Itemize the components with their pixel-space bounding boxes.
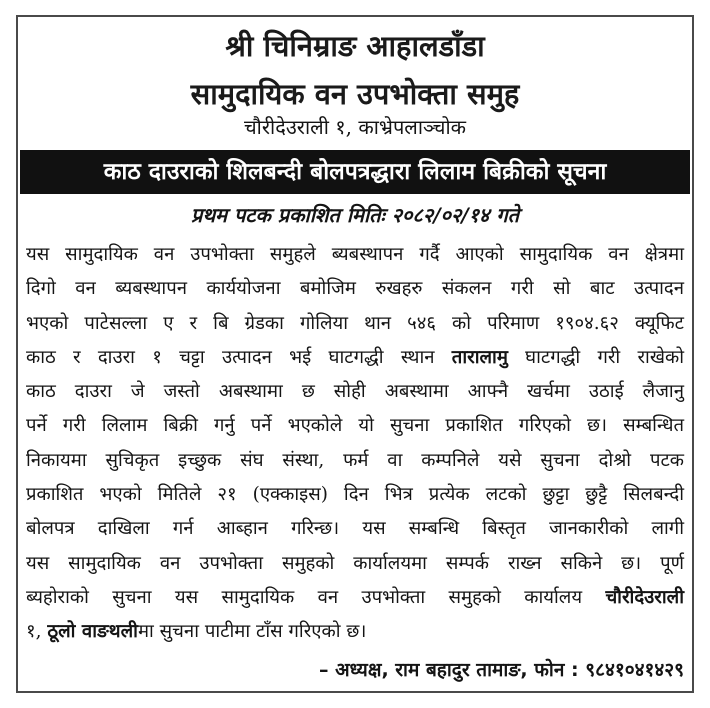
notice-title-banner <box>20 150 690 194</box>
body-text-segment: दिगो वन ब्यबस्थापन कार्ययोजना बमोजिम रुखहरु संकलन गरी सो बाट उत्पादन <box>26 278 684 300</box>
body-text-segment: भएको पाटेसल्ला ए र बि ग्रेडका गोलिया थान ५४६ को परिमाण १९०४.६२ क्यूफिट <box>26 312 684 334</box>
chairperson-signature: – अध्यक्ष, राम बहादुर तामाङ, फोन : ९८४१०४१४२९ <box>319 659 684 681</box>
body-text-segment: १, <box>26 621 48 643</box>
body-line-7 <box>26 444 684 478</box>
body-line-10 <box>26 547 684 581</box>
body-text-segment: काठ दाउरा जे जस्तो अबस्थामा छ सोही अबस्थामा आफ्नै खर्चमा उठाई लैजानु <box>26 381 684 403</box>
body-text-segment: घाटगद्धी गरी राखेको <box>507 346 684 368</box>
org-name-line1: श्री चिनिम्राङ आहालडाँडा <box>225 29 485 63</box>
body-text-segment: यस सामुदायिक वन उपभोक्ता समुहले ब्यबस्थापन गर्दै आएको सामुदायिक वन क्षेत्रमा <box>26 244 684 265</box>
publication-date: २०८२/०२/१४ गते <box>391 203 520 227</box>
notice-board-location-bold: ठूलो वाङथली <box>47 621 138 643</box>
body-line-3 <box>26 307 684 341</box>
publication-date-line <box>20 200 690 230</box>
body-line-5 <box>26 375 684 409</box>
body-text-segment: काठ र दाउरा १ चट्टा उत्पादन भई घाटगद्धी स्थान <box>26 346 452 368</box>
org-address: चौरीदेउराली १, काभ्रेपलाञ्चोक <box>243 115 467 139</box>
body-text-segment: यस सामुदायिक वन उपभोक्ता समुहको कार्यालयमा सम्पर्क राख्न सकिने छ। पूर्ण <box>26 552 684 574</box>
body-line-2 <box>26 272 684 306</box>
location-name-bold: तारालामु <box>451 346 508 368</box>
body-line-4 <box>26 341 684 375</box>
body-line-1 <box>26 238 684 272</box>
notice-body <box>26 238 684 650</box>
body-text-segment: ब्यहोराको सुचना यस सामुदायिक वन उपभोक्ता समुहको कार्यालय <box>26 586 606 608</box>
body-text-segment: बोलपत्र दाखिला गर्न आब्हान गरिन्छ। यस सम्बन्धि बिस्तृत जानकारीको लागी <box>26 518 684 540</box>
body-line-8 <box>26 478 684 512</box>
body-text-segment: प्रकाशित भएको मितिले २१ (एक्काइस) दिन भित्र प्रत्येक लटको छुट्टा छुट्टै सिलबन्दी <box>26 484 684 506</box>
body-line-6 <box>26 409 684 443</box>
body-text-segment: पर्ने गरी लिलाम बिक्री गर्नु पर्ने भएकोले यो सुचना प्रकाशित गरिएको छ। सम्बन्धित <box>26 415 684 437</box>
publication-label: प्रथम पटक प्रकाशित मितिः <box>190 203 385 227</box>
body-text-segment: मा सुचना पाटीमा टाँस गरिएको छ। <box>137 621 367 643</box>
notice-title: काठ दाउराको शिलबन्दी बोलपत्रद्धारा लिलाम बिक्रीको सूचना <box>103 159 607 185</box>
body-text-segment: निकायमा सुचिकृत इच्छुक संघ संस्था, फर्म वा कम्पनिले यसे सुचना दोश्रो पटक <box>26 449 684 471</box>
office-location-bold: चौरीदेउराली <box>605 586 684 608</box>
body-line-9 <box>26 512 684 546</box>
body-line-11 <box>26 581 684 615</box>
org-name-line2: सामुदायिक वन उपभोक्ता समुह <box>190 77 520 111</box>
body-line-12 <box>26 615 684 649</box>
